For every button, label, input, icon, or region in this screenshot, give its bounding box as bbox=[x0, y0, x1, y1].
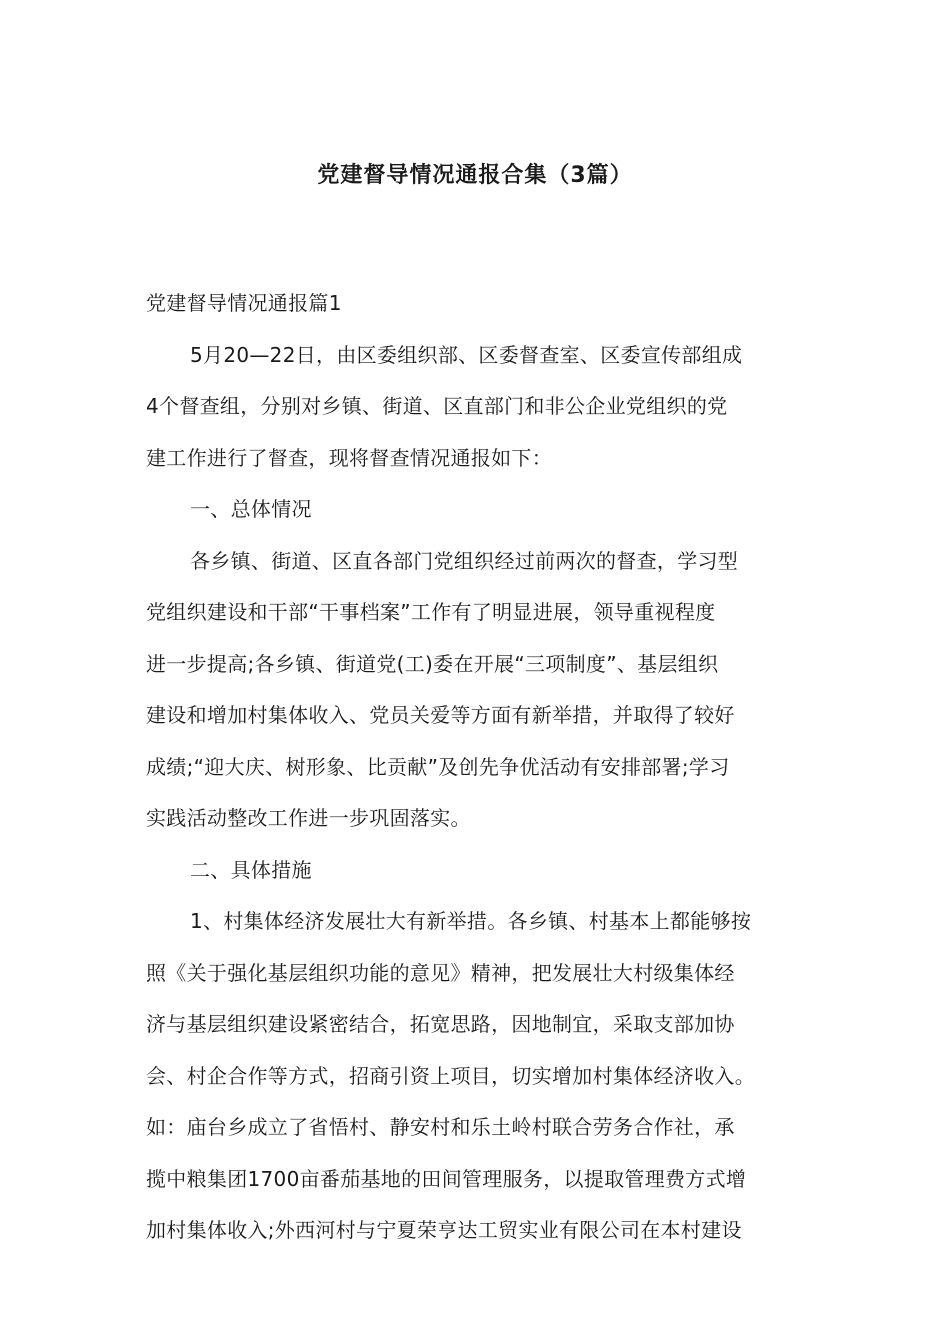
section-heading: 二、具体措施 bbox=[190, 857, 312, 882]
line: 5月20—22日，由区委组织部、区委督查室、区委宣传部组成 bbox=[190, 342, 743, 367]
line: 1、村集体经济发展壮大有新举措。各乡镇、村基本上都能够按 bbox=[190, 909, 752, 933]
section-heading: 一、总体情况 bbox=[190, 497, 312, 521]
line: 揽中粮集团1700亩番茄基地的田间管理服务，以提取管理费方式增 bbox=[146, 1166, 747, 1191]
line: 加村集体收入;外西河村与宁夏荣亨达工贸实业有限公司在本村建设 bbox=[146, 1218, 742, 1242]
line: 会、村企合作等方式，招商引资上项目，切实增加村集体经济收入。 bbox=[146, 1063, 755, 1088]
line: 党组织建设和干部“干事档案”工作有了明显进展，领导重视程度 bbox=[146, 600, 716, 624]
line: 各乡镇、街道、区直各部门党组织经过前两次的督查，学习型 bbox=[190, 548, 739, 573]
line: 4个督查组，分别对乡镇、街道、区直部门和非公企业党组织的党 bbox=[146, 394, 728, 418]
document-body bbox=[146, 278, 811, 1257]
line: 建工作进行了督查，现将督查情况通报如下： bbox=[146, 445, 552, 470]
line: 建设和增加村集体收入、党员关爱等方面有新举措，并取得了较好 bbox=[146, 703, 735, 727]
line: 济与基层组织建设紧密结合，拓宽思路，因地制宜，采取支部加协 bbox=[146, 1012, 735, 1036]
document-title: 党建督导情况通报合集（3篇） bbox=[317, 163, 633, 188]
line: 成绩;“迎大庆、树形象、比贡献”及创先争优活动有安排部署;学习 bbox=[146, 754, 730, 779]
line: 进一步提高;各乡镇、街道党(工)委在开展“三项制度”、基层组织 bbox=[146, 651, 719, 676]
line: 党建督导情况通报篇1 bbox=[146, 291, 342, 315]
line: 实践活动整改工作进一步巩固落实。 bbox=[146, 806, 471, 830]
line: 照《关于强化基层组织功能的意见》精神，把发展壮大村级集体经 bbox=[146, 960, 735, 985]
line: 如：庙台乡成立了省悟村、静安村和乐土岭村联合劳务合作社，承 bbox=[146, 1115, 735, 1139]
